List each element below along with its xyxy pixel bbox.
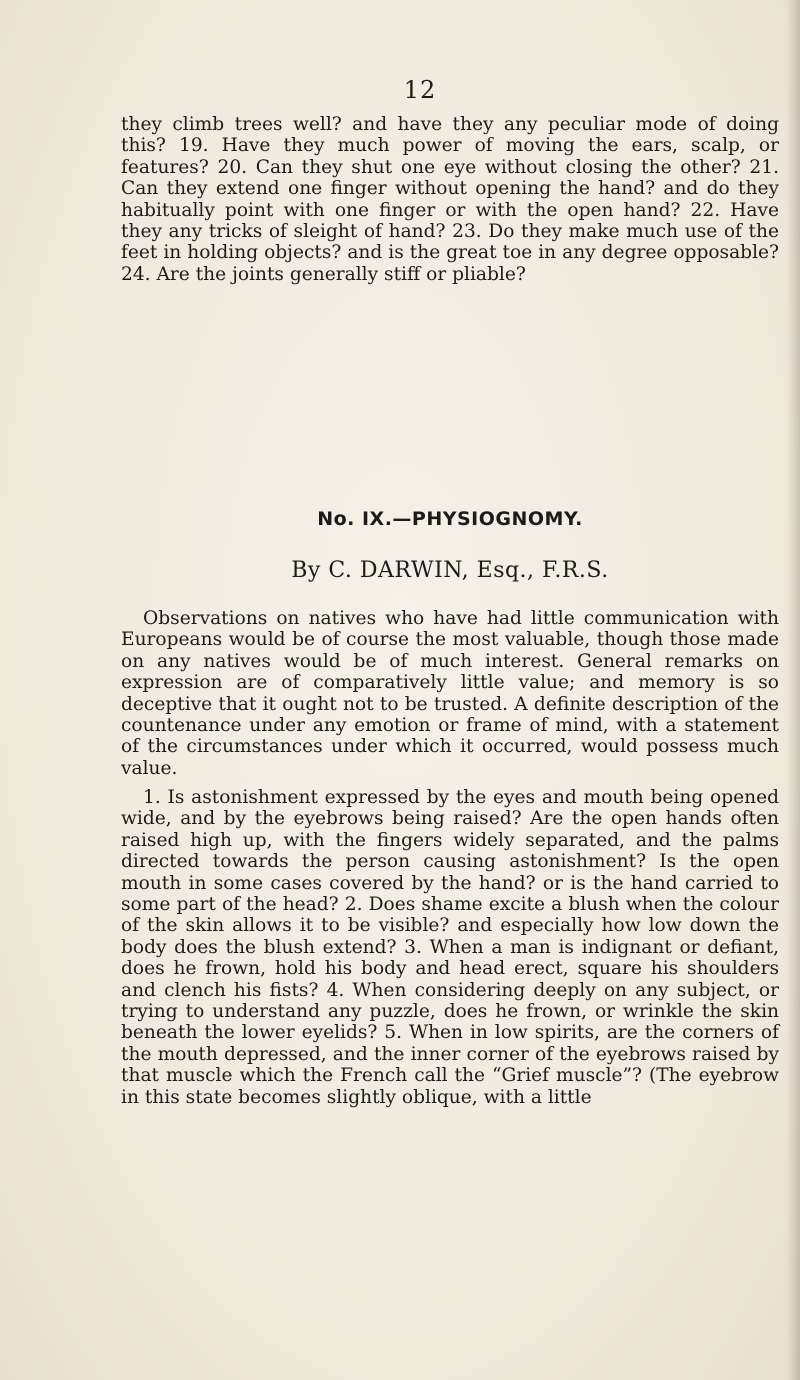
intro-paragraph: Observations on natives who have had little communication with Europeans would be of course the most valuable, though those made on any natives would be of much interest. General remarks on expression are of comparatively little value; and memory is so deceptive that it ought not to be trusted. A definite description of the countenance under any emotion or frame of mind, with a statement of the circumstances under which it occurred, would possess much value. bbox=[121, 608, 779, 779]
page-edge-shadow bbox=[786, 0, 800, 1380]
questions-paragraph: 1. Is astonishment expressed by the eyes and mouth being opened wide, and by the eyebrows being raised? Are the open hands often raised high up, with the fingers widely separated, and the palms directed towards the person causing astonishment? Is the open mouth in some cases covered by the hand? or is the hand carried to some part of the head? 2. Does shame excite a blush when the colour of the skin allows it to be visible? and especially how low down the body does the blush extend? 3. When a man is indignant or defiant, does he frown, hold his body and head erect, square his shoulders and clench his fists? 4. When considering deeply on any subject, or trying to understand any puzzle, does he frown, or wrinkle the skin beneath the lower eyelids? 5. When in low spirits, are the corners of the mouth depressed, and the inner corner of the eyebrows raised by that muscle which the French call the “Grief muscle”? (The eyebrow in this state becomes slightly oblique, with a little bbox=[121, 787, 779, 1108]
section-heading: No. IX.—PHYSIOGNOMY. bbox=[317, 508, 583, 530]
page-number: 12 bbox=[403, 76, 437, 104]
author-byline: By C. DARWIN, Esq., F.R.S. bbox=[291, 558, 609, 583]
continued-paragraph: they climb trees well? and have they any peculiar mode of doing this? 19. Have they much power of moving the ears, scalp, or features? 20. Can they shut one eye without closing the other? 21. Can they extend one finger without opening the hand? and do they habitually point with one finger or with the open hand? 22. Have they any tricks of sleight of hand? 23. Do they make much use of the feet in holding objects? and is the great toe in any degree opposable? 24. Are the joints generally stiff or pliable? bbox=[121, 114, 779, 285]
